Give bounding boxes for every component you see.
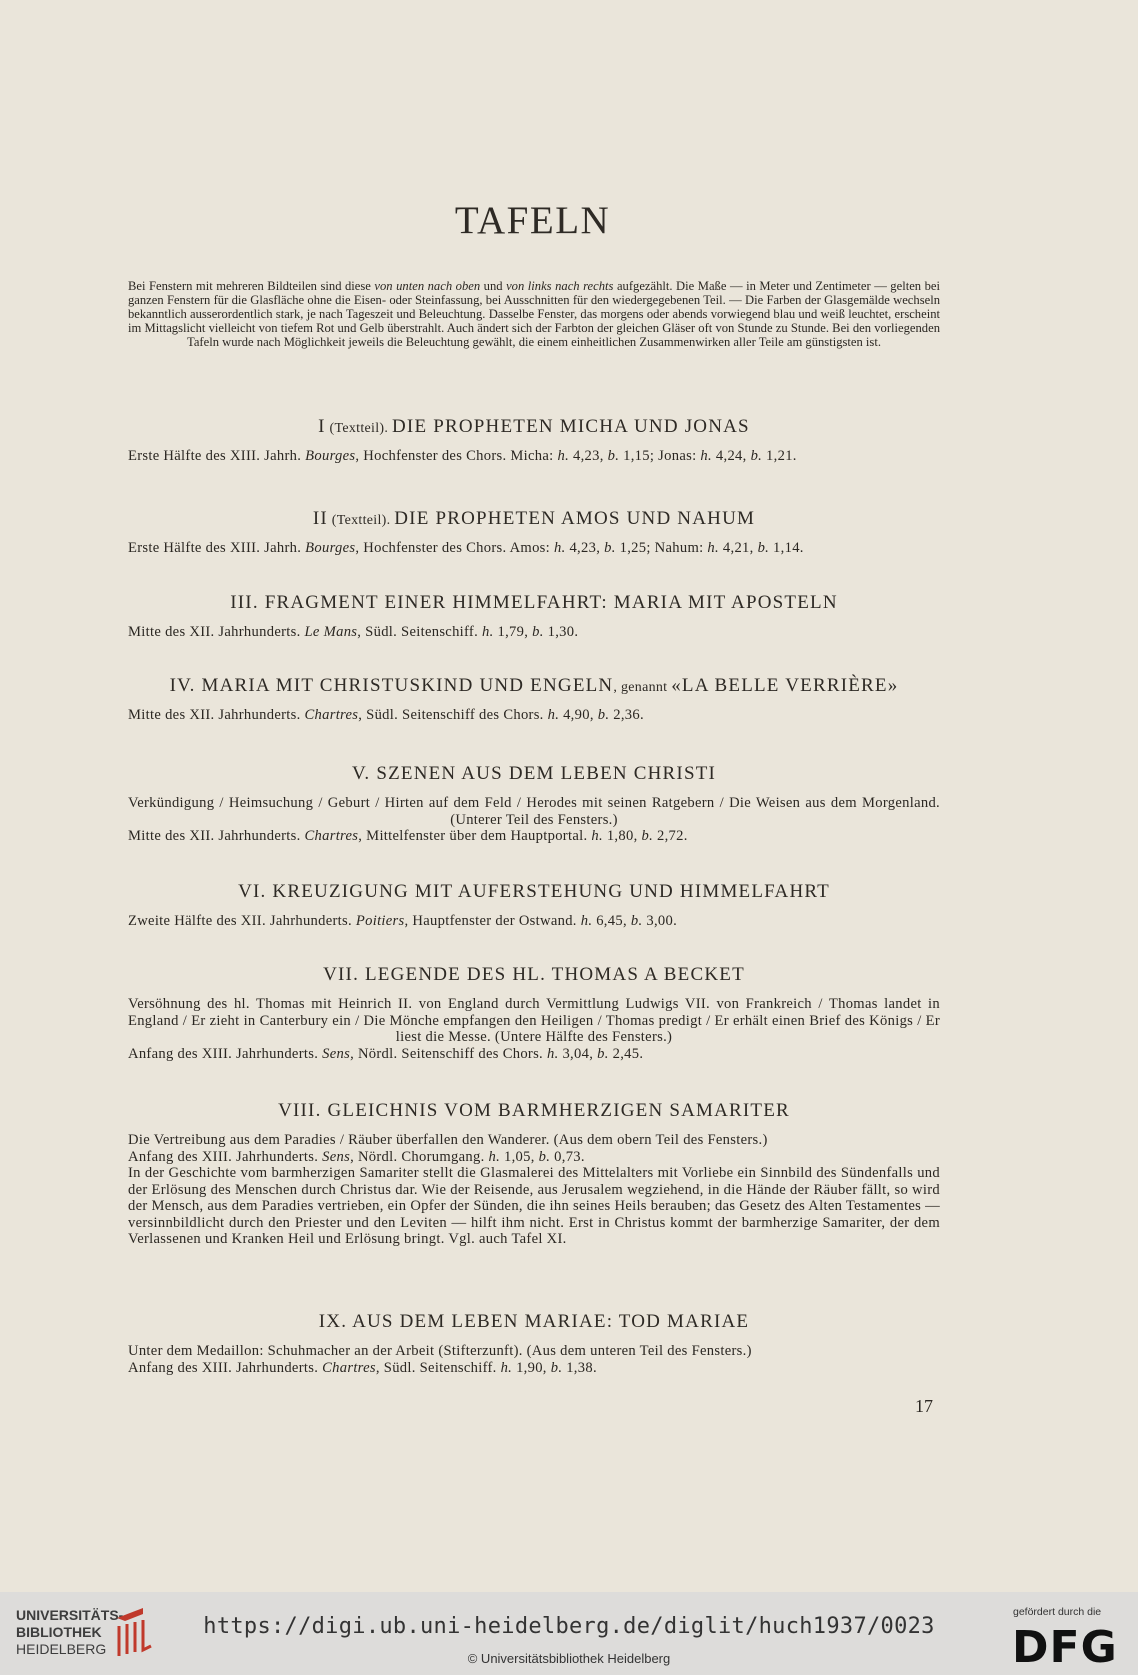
plate-heading: V. SZENEN AUS DEM LEBEN CHRISTI xyxy=(351,763,717,784)
plate-scenes: Die Vertreibung aus dem Paradies / Räuber überfallen den Wanderer. (Aus dem obern Teil des Fensters.) xyxy=(128,1132,768,1148)
plate-details: Anfang des XIII. Jahrhunderts. Sens, Nördl. Seitenschiff des Chors. h. 3,04, b. 2,45. xyxy=(128,1045,644,1062)
logo-line-2: BIBLIOTHEK xyxy=(16,1624,102,1640)
plate-5 xyxy=(128,763,940,845)
plate-heading: III. FRAGMENT EINER HIMMELFAHRT: MARIA MIT APOSTELN xyxy=(230,592,838,613)
plate-details: Mitte des XII. Jahrhunderts. Le Mans, Südl. Seitenschiff. h. 1,79, b. 1,30. xyxy=(128,624,579,640)
plate-heading: VII. LEGENDE DES HL. THOMAS A BECKET xyxy=(323,964,745,985)
page-url[interactable]: https://digi.ub.uni-heidelberg.de/diglit/huch1937/0023 xyxy=(203,1614,935,1639)
viewer-footer xyxy=(0,1592,1138,1675)
plate-3 xyxy=(128,592,940,641)
funding-note: gefördert durch die xyxy=(1013,1606,1102,1618)
page-title: TAFELN xyxy=(454,199,611,242)
plate-details: Anfang des XIII. Jahrhunderts. Chartres, Südl. Seitenschiff. h. 1,90, b. 1,38. xyxy=(128,1359,597,1376)
plate-commentary: In der Geschichte vom barmherzigen Samariter stellt die Glasmalerei des Mittelalters mit Vorliebe ein Sinnbild des Sündenfalls und der Erlösung des Menschen durch Christus dar. Wie der Reisende, aus Jerusalem wegziehend, in die Hände der Räuber fällt, so wird der Mensch, aus dem Paradies vertrieben, ein Opfer der Sünden, die ihn seines Heils berauben; das Gesetz des Alten Testamentes — versinnbildlicht durch den Priester und den Leviten — hilft ihm nicht. Erst in Christus kommt der barmherzige Samariter, der dem Verlassenen und Kranken Heil und Erlösung bringt. Vgl. auch Tafel XI. xyxy=(128,1165,940,1247)
plate-7 xyxy=(128,964,940,1062)
plate-heading: IV. MARIA MIT CHRISTUSKIND UND ENGELN, genannt «LA BELLE VERRIÈRE» xyxy=(169,675,899,696)
plate-2 xyxy=(128,508,940,557)
plate-details: Erste Hälfte des XIII. Jahrh. Bourges, Hochfenster des Chors. Micha: h. 4,23, b. 1,15; Jonas: h. 4,24, b. 1,21. xyxy=(128,448,797,464)
page-number: 17 xyxy=(915,1396,933,1416)
dfg-logo[interactable]: DFG xyxy=(1012,1622,1118,1673)
plate-details: Anfang des XIII. Jahrhunderts. Sens, Nördl. Chorumgang. h. 1,05, b. 0,73. xyxy=(128,1148,585,1165)
plate-heading: VI. KREUZIGUNG MIT AUFERSTEHUNG UND HIMMELFAHRT xyxy=(238,881,830,902)
plate-heading: I (Textteil). DIE PROPHETEN MICHA UND JONAS xyxy=(318,416,750,437)
plate-details: Mitte des XII. Jahrhunderts. Chartres, Südl. Seitenschiff des Chors. h. 4,90, b. 2,36. xyxy=(128,707,644,723)
plate-details: Mitte des XII. Jahrhunderts. Chartres, Mittelfenster über dem Hauptportal. h. 1,80, b. 2,72. xyxy=(128,828,688,844)
plate-scenes: Versöhnung des hl. Thomas mit Heinrich II. von England durch Vermittlung Ludwigs VII. von Frankreich / Thomas landet in England / Er zieht in Canterbury ein / Die Mönche empfangen den Heiligen / Thomas predigt / Er erhält einen Brief des Königs / Er liest die Messe. (Untere Hälfte des Fensters.) xyxy=(128,996,940,1045)
plate-details: Erste Hälfte des XIII. Jahrh. Bourges, Hochfenster des Chors. Amos: h. 4,23, b. 1,25; Nahum: h. 4,21, b. 1,14. xyxy=(128,540,804,556)
plate-6 xyxy=(128,881,940,930)
plate-heading: II (Textteil). DIE PROPHETEN AMOS UND NAHUM xyxy=(312,508,756,529)
plate-heading: VIII. GLEICHNIS VOM BARMHERZIGEN SAMARITER xyxy=(278,1100,790,1121)
plate-details: Zweite Hälfte des XII. Jahrhunderts. Poitiers, Hauptfenster der Ostwand. h. 6,45, b. 3,00. xyxy=(128,913,678,929)
plate-scenes: Unter dem Medaillon: Schuhmacher an der Arbeit (Stifterzunft). (Aus dem unteren Teil des Fensters.) xyxy=(128,1343,752,1359)
plate-4 xyxy=(128,675,940,724)
plate-8 xyxy=(128,1100,940,1248)
plate-scenes: Verkündigung / Heimsuchung / Geburt / Hirten auf dem Feld / Herodes mit seinen Ratgebern / Die Weisen aus dem Morgenland. (Unterer Teil des Fensters.) xyxy=(128,795,940,828)
plate-9 xyxy=(128,1311,940,1376)
plate-1 xyxy=(128,416,940,465)
intro-paragraph: Bei Fenstern mit mehreren Bildteilen sind diese von unten nach oben und von links nach rechts aufgezählt. Die Maße — in Meter und Zentimeter — gelten bei ganzen Fenstern für die Glasfläche ohne die Eisen- oder Steinfassung, bei Ausschnitten für den wiedergegebenen Teil. — Die Farben der Glasgemälde wechseln bekanntlich ausserordentlich stark, je nach Tageszeit und Beleuchtung. Dasselbe Fenster, das morgens oder abends vorwiegend blau und weiß leuchtet, erscheint im Mittagslicht vielleicht von tiefem Rot und Gelb überstrahlt. Auch ändert sich der Farbton der gleichen Gläser oft von Stunde zu Stunde. Bei den vorliegenden Tafeln wurde nach Möglichkeit jeweils die Beleuchtung gewählt, die einem einheitlichen Zusammenwirken aller Teile am günstigsten ist. xyxy=(128,279,940,349)
plate-heading: IX. AUS DEM LEBEN MARIAE: TOD MARIAE xyxy=(318,1311,750,1332)
logo-line-3: HEIDELBERG xyxy=(16,1641,107,1657)
copyright-notice: © Universitätsbibliothek Heidelberg xyxy=(467,1651,671,1666)
logo-line-1: UNIVERSITÄTS- xyxy=(16,1607,124,1623)
